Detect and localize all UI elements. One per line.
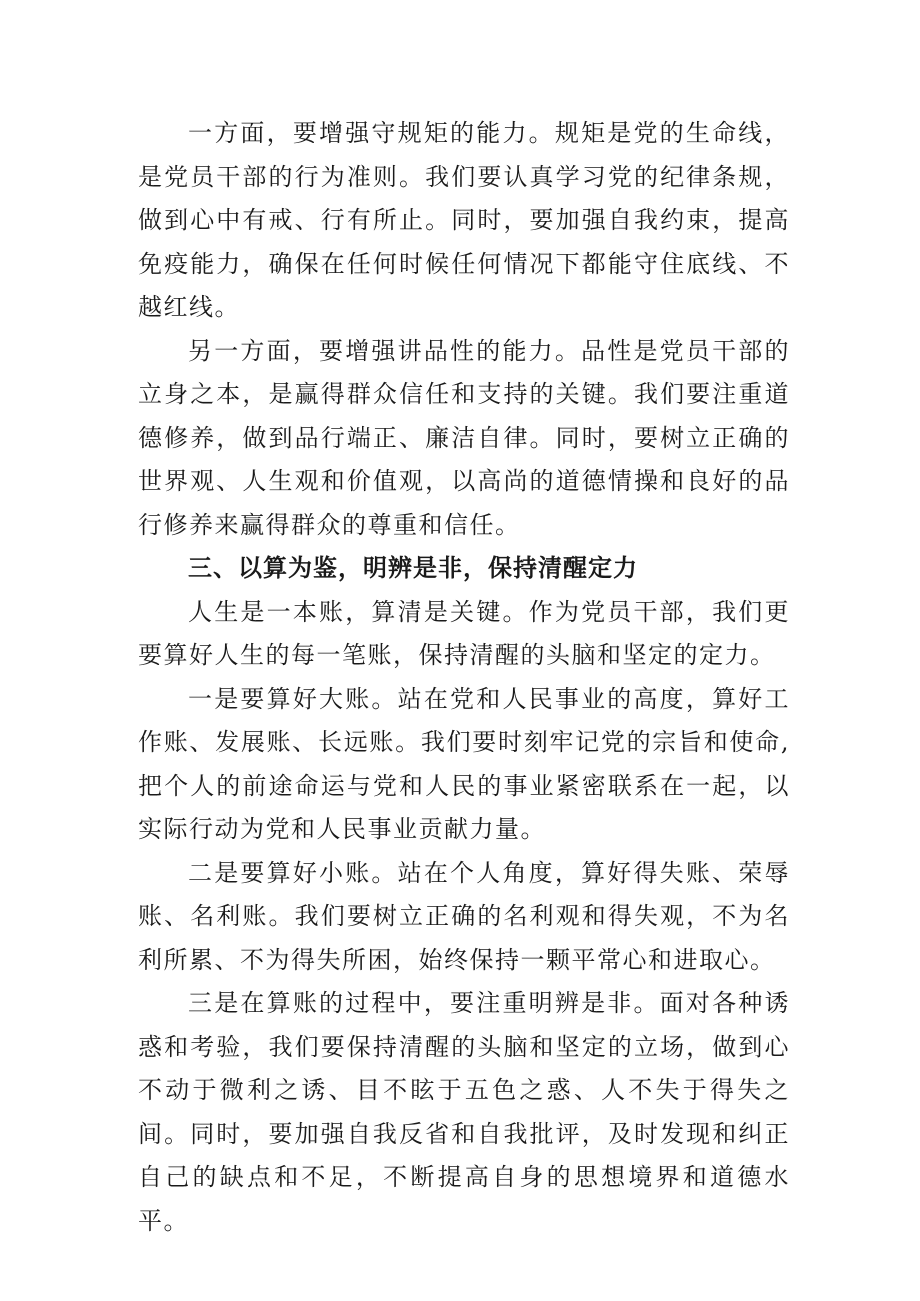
- paragraph-small-account: 二是要算好小账。站在个人角度，算好得失账、荣辱账、名利账。我们要树立正确的名利观和得失观，不为名利所累、不为得失所困，始终保持一颗平常心和进取心。: [138, 858, 790, 974]
- paragraph-right-wrong: 三是在算账的过程中，要注重明辨是非。面对各种诱惑和考验，我们要保持清醒的头脑和坚定的立场，做到心不动于微利之诱、目不眩于五色之惑、人不失于得失之间。同时，要加强自我反省和自我批评，及时发现和纠正自己的缺点和不足，不断提高自身的思想境界和道德水平。: [138, 989, 790, 1235]
- paragraph-life-account: 人生是一本账，算清是关键。作为党员干部，我们更要算好人生的每一笔账，保持清醒的头脑和坚定的定力。: [138, 597, 790, 669]
- document-page: [138, 112, 790, 1243]
- paragraph-character: 另一方面，要增强讲品性的能力。品性是党员干部的立身之本，是赢得群众信任和支持的关键。我们要注重道德修养，做到品行端正、廉洁自律。同时，要树立正确的世界观、人生观和价值观，以高尚的道德情操和良好的品行修养来赢得群众的尊重和信任。: [138, 336, 790, 539]
- paragraph-big-account: 一是要算好大账。站在党和人民事业的高度，算好工作账、发展账、长远账。我们要时刻牢记党的宗旨和使命,把个人的前途命运与党和人民的事业紧密联系在一起，以实际行动为党和人民事业贡献力量。: [138, 684, 790, 843]
- paragraph-discipline: 一方面，要增强守规矩的能力。规矩是党的生命线，是党员干部的行为准则。我们要认真学习党的纪律条规，做到心中有戒、行有所止。同时，要加强自我约束，提高免疫能力，确保在任何时候任何情况下都能守住底线、不越红线。: [138, 119, 790, 321]
- section-heading: 三、以算为鉴，明辨是非，保持清醒定力: [188, 554, 638, 582]
